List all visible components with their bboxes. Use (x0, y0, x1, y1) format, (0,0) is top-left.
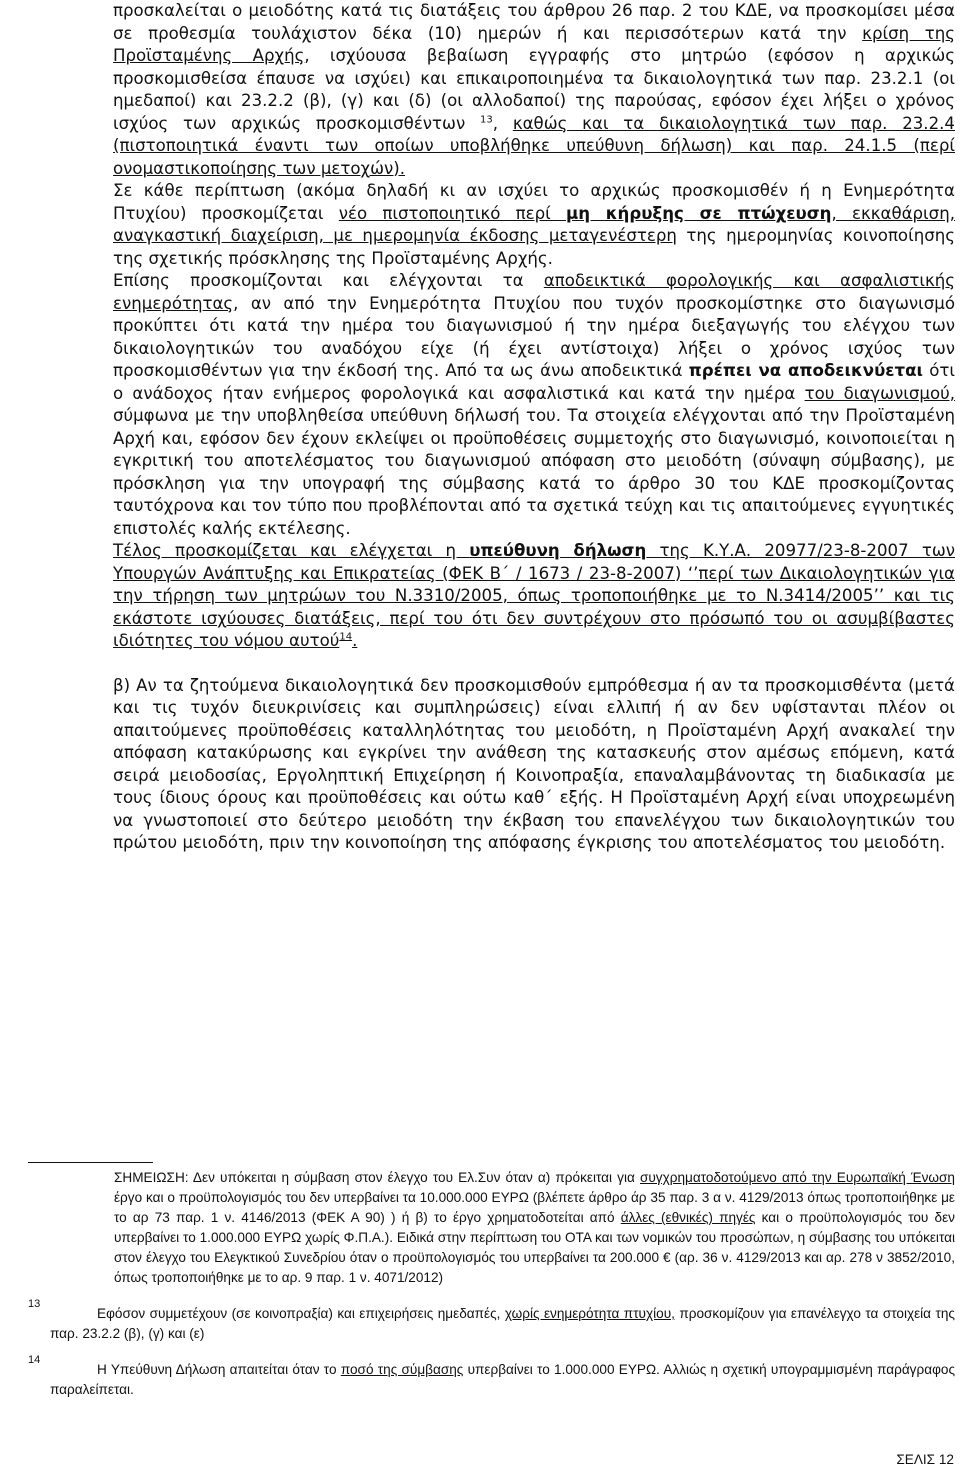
bold-underlined-text: υπεύθυνη δήλωση (469, 541, 647, 560)
text-run: . (352, 631, 358, 650)
underlined-text: ποσό της σύμβασης (340, 1362, 464, 1377)
paragraph-1 (113, 0, 955, 180)
underlined-text: κρίση της Προϊσταμένης Αρχής (113, 23, 955, 65)
text-run: , αν από την Ενημερότητα Πτυχίου που τυχόν προσκομίστηκε στο διαγωνισμό προκύπτει ότι κατά την ημέρα του διαγωνισμού ή την ημέρα διεξαγωγής του ελέγχου των δικαιολογητικών του αναδόχου είχε (ή έχει αντίστοιχα) λήξει ο χρόνος ισχύος των προσκομισθέντων για την έκδοσή της. Από τα ως άνω αποδεικτικά (113, 293, 955, 380)
paragraph-2 (113, 180, 955, 270)
paragraph-4 (113, 540, 955, 653)
underlined-text: άλλες (εθνικές) πηγές (620, 1210, 756, 1225)
footnote-13 (28, 1298, 955, 1344)
main-text (113, 0, 955, 855)
text-run: , (492, 113, 513, 133)
paragraph-5: β) Αν τα ζητούμενα δικαιολογητικά δεν προσκομισθούν εμπρόθεσμα ή αν τα προσκομισθέντα (μετά και τις τυχόν διευκρινίσεις και συμπληρώσεις) είναι ελλιπή ή αν δεν υφίστανται πλέον οι απαιτούμενες προϋποθέσεις καταλληλότητας του μειοδότη, η Προϊσταμένη Αρχή ανακαλεί την απόφαση κατακύρωσης και εγκρίνει την ανάθεση της κατασκευής στον αμέσως επόμενη, κατά σειρά μειοδοσίας, Εργοληπτική Επιχείρηση ή Κοινοπραξία, επαναλαμβάνοντας τη διαδικασία με τους ίδιους όρους και προϋποθέσεις και ούτω καθ΄ εξής. Η Προϊσταμένη Αρχή είναι υποχρεωμένη να γνωστοποιεί στο δεύτερο μειοδότη την έκβαση του επανελέγχου των δικαιολογητικών του πρώτου μειοδότη, πριν την κοινοποίηση της απόφασης έγκρισης του αποτελέσματος του μειοδότη. (113, 675, 955, 852)
underlined-text: χωρίς ενημερότητα πτυχίου, (504, 1306, 675, 1321)
underlined-text: , εκκαθάριση, αναγκαστική διαχείριση, με ημερομηνία έκδοσης μεταγενέστερη (113, 203, 955, 245)
footnote-number: 14 (28, 1354, 41, 1366)
underlined-text: νέο πιστοποιητικό περί (338, 203, 566, 223)
text-run: σύμφωνα με την υποβληθείσα υπεύθυνη δήλωσή του. Τα στοιχεία ελέγχονται από την Προϊσταμένη Αρχή και, εφόσον δεν έχουν εκλείψει οι προϋποθέσεις συμμετοχής στο διαγωνισμό, κοινοποιείται η εγκριτική του αποτελέσματος του διαγωνισμού απόφαση στο μειοδότη (σύναψη σύμβασης), με πρόσκληση για την υπογραφή της σύμβασης κατά το άρθρο 30 του ΚΔΕ προσκομίζοντας ταυτόχρονα και τον τύπο που προβλέπονται από τα σχετικά τεύχη και τις απαιτούμενες εγγυητικές επιστολές καλής εκτέλεσης. (113, 406, 955, 538)
note-shmeiwsi (50, 1168, 955, 1288)
text-run: προσκομίζουν για επανέλεγχο τα στοιχεία της παρ. 23.2.2 (β), (γ) και (ε) (50, 1306, 955, 1341)
text-run: ότι ο ανάδοχος ήταν ενήμερος φορολογικά και ασφαλιστικά και κατά την ημέρα (113, 361, 955, 403)
footnote-14 (28, 1354, 956, 1400)
text-run: Εφόσον συμμετέχουν (σε κοινοπραξία) και επιχειρήσεις ημεδαπές, (97, 1306, 505, 1321)
footnote-ref-13: 13 (480, 113, 493, 125)
text-run: Η Υπεύθυνη Δήλωση απαιτείται όταν το (97, 1362, 341, 1377)
underlined-text: Τέλος προσκομίζεται και ελέγχεται η (113, 541, 470, 560)
underlined-text: αποδεικτικά φορολογικής και ασφαλιστικής ενημερότητας (113, 271, 955, 313)
footnote-number: 13 (28, 1298, 41, 1310)
bold-text: πρέπει να αποδεικνύεται (688, 361, 923, 380)
text-run: Σε κάθε περίπτωση (ακόμα δηλαδή κι αν ισχύει το αρχικώς προσκομισθέν ή η Ενημερότητα Πτυχίου) προσκομίζεται (113, 181, 955, 223)
text-run: , ισχύουσα βεβαίωση εγγραφής στο μητρώο (εφόσον η αρχικώς προσκομισθείσα έπαυσε να ισχύει) και επικαιροποιημένα τα δικαιολογητικά των παρ. 23.2.1 (οι ημεδαποί) και 23.2.2 (β), (γ) και (δ) (οι αλλοδαποί) της παρούσας, εφόσον έχει λήξει ο χρόνος ισχύος των αρχικώς προσκομισθέντων (113, 46, 955, 133)
underlined-text: του διαγωνισμού, (804, 383, 955, 403)
text-run: έργο και ο προϋπολογισμός του δεν υπερβαίνει τα 10.000.000 ΕΥΡΩ (βλέπετε άρθρο άρ 35 παρ. 3 α ν. 4129/2013 όπως τροποποιήθηκε με το αρ 73 παρ. 1 ν. 4146/2013 (ΦΕΚ Α 90) ) ή β) το έργο χρηματοδοτείται από (114, 1190, 955, 1225)
text-run: Επίσης προσκομίζονται και ελέγχονται τα (113, 271, 544, 290)
footnotes (28, 1168, 956, 1400)
underlined-text: της Κ.Υ.Α. 20977/23-8-2007 των Υπουργών Ανάπτυξης και Επικρατείας (ΦΕΚ Β΄ / 1673 / 23-8-2007) ‘’περί των Δικαιολογητικών για την τήρηση των μητρώων του Ν.3310/2005, όπως τροποποιήθηκε με το Ν.3414/2005’’ και τις εκάστοτε ισχύουσες διατάξεις, περί του ότι δεν συντρέχουν στο πρόσωπό του οι ασυμβίβαστες ιδιότητες του νόμου αυτού (113, 541, 955, 650)
paragraph-3 (113, 270, 955, 540)
text-run: ΣΗΜΕΙΩΣΗ: Δεν υπόκειται η σύμβαση στον έλεγχο του Ελ.Συν όταν α) πρόκειται για (114, 1170, 640, 1185)
text-run: και ο προϋπολογισμός του δεν υπερβαίνει το 1.000.000 ΕΥΡΩ χωρίς Φ.Π.Α.). Ειδικά στην περίπτωση του ΟΤΑ και των νομικών του προσώπων, η σύμβασης του υπόκειται στον έλεγχο του Ελεγκτικού Συνεδρίου όταν ο προϋπολογισμός του υπερβαίνει τα 200.000 € (αρ. 36 ν. 4129/2013 και αρ. 278 ν 3852/2010, όπως τροποποιήθηκε με το αρ. 9 παρ. 1 ν. 4071/2012) (114, 1210, 955, 1285)
bold-underlined-text: μη κήρυξης σε πτώχευση (565, 203, 832, 223)
text-run: της ημερομηνίας κοινοποίησης της σχετικής πρόσκλησης της Προϊσταμένης Αρχής. (113, 226, 955, 268)
footnote-separator (28, 1162, 153, 1163)
underlined-text: συγχρηματοδοτούμενο από την Ευρωπαϊκή Ένωση (639, 1170, 955, 1185)
underlined-text: καθώς και τα δικαιολογητικά των παρ. 23.2.4 (πιστοποιητικά έναντι των οποίων υποβλήθηκε υπεύθυνη δήλωση) και παρ. 24.1.5 (περί ονομαστικοποίησης των μετοχών). (113, 113, 955, 178)
text-run: υπερβαίνει το 1.000.000 ΕΥΡΩ. Αλλιώς η σχετική υπογραμμισμένη παράγραφος παραλείπεται. (50, 1362, 956, 1397)
footnote-ref-14: 14 (339, 631, 353, 643)
text-run: προσκαλείται ο μειοδότης κατά τις διατάξεις του άρθρου 26 παρ. 2 του ΚΔΕ, να προσκομίσει μέσα σε προθεσμία τουλάχιστον δέκα (10) ημερών ή και περισσότερων κατά την (113, 1, 955, 43)
page-number: ΣΕΛΙΣ 12 (896, 1452, 954, 1467)
